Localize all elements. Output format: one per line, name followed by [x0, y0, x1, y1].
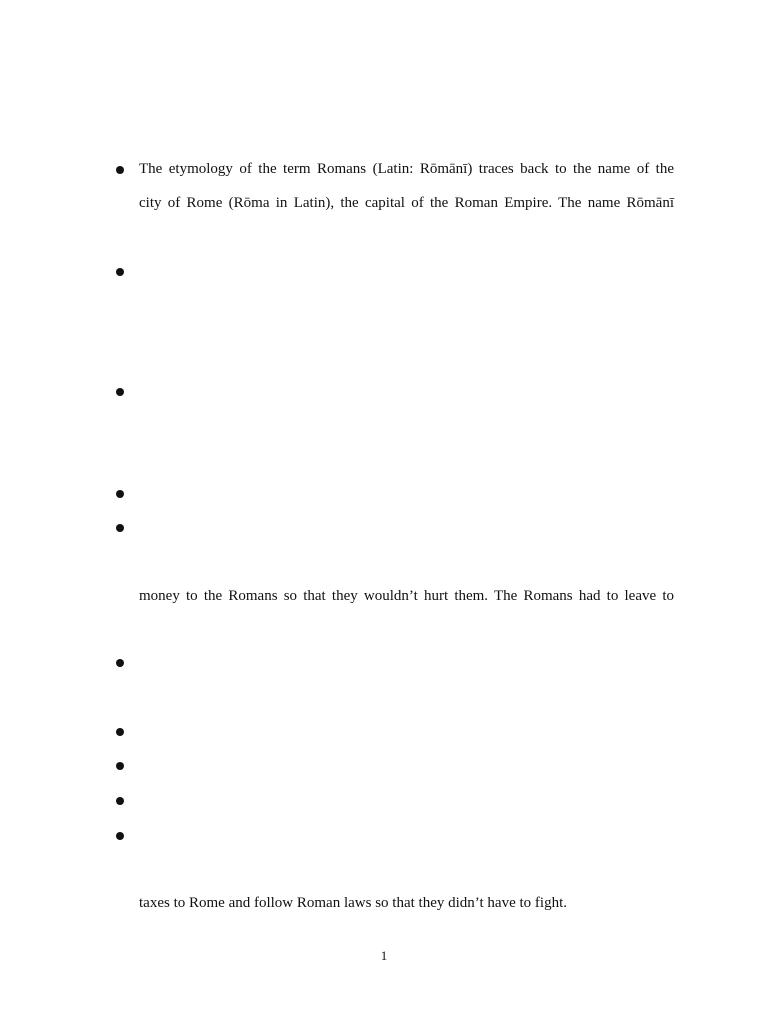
page-number: 1 — [380, 948, 388, 963]
paragraph-line: money to the Romans so that they wouldn’t hurt them. The Romans had to leave to — [139, 588, 674, 604]
bullet-10 — [116, 832, 124, 840]
bullet-3 — [116, 388, 124, 396]
paragraph-line: The etymology of the term Romans (Latin: Rōmānī) traces back to the name of the — [139, 161, 674, 177]
bullet-5 — [116, 524, 124, 532]
bullet-7 — [116, 728, 124, 736]
bullet-2 — [116, 268, 124, 276]
paragraph-line: city of Rome (Rōma in Latin), the capital of the Roman Empire. The name Rōmānī — [139, 195, 674, 211]
bullet-4 — [116, 490, 124, 498]
bullet-9 — [116, 797, 124, 805]
paragraph-line: taxes to Rome and follow Roman laws so that they didn’t have to fight. — [139, 895, 567, 911]
bullet-1 — [116, 166, 124, 174]
bullet-6 — [116, 659, 124, 667]
bullet-8 — [116, 762, 124, 770]
